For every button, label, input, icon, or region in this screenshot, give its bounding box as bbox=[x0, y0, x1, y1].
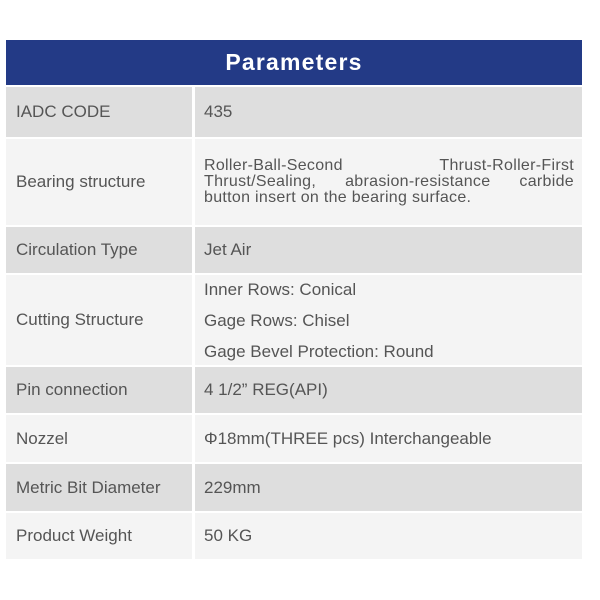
row-label: Nozzel bbox=[6, 415, 195, 462]
table-row-bearing-structure bbox=[6, 139, 582, 227]
row-value bbox=[195, 139, 582, 225]
table-row-circulation-type bbox=[6, 227, 582, 275]
cutting-structure-line: Inner Rows: Conical bbox=[204, 279, 357, 299]
table-row-nozzel bbox=[6, 415, 582, 464]
parameters-table bbox=[6, 40, 582, 559]
table-row-iadc-code bbox=[6, 87, 582, 139]
table-title: Parameters bbox=[6, 40, 582, 85]
cutting-structure-line: Gage Bevel Protection: Round bbox=[204, 341, 434, 361]
row-value: Jet Air bbox=[195, 227, 582, 273]
row-value: 50 KG bbox=[195, 513, 582, 559]
table-row-cutting-structure bbox=[6, 275, 582, 367]
row-value: 435 bbox=[195, 87, 582, 137]
table-row-metric-bit-diameter bbox=[6, 464, 582, 513]
row-label: Pin connection bbox=[6, 367, 195, 413]
row-label: IADC CODE bbox=[6, 87, 195, 137]
cutting-structure-line: Gage Rows: Chisel bbox=[204, 310, 350, 330]
row-label: Product Weight bbox=[6, 513, 195, 559]
row-value: 4 1/2” REG(API) bbox=[195, 367, 582, 413]
row-value bbox=[195, 275, 582, 365]
row-label: Metric Bit Diameter bbox=[6, 464, 195, 511]
row-label: Cutting Structure bbox=[6, 275, 195, 365]
row-label: Bearing structure bbox=[6, 139, 195, 225]
bearing-structure-text: Roller-Ball-Second Thrust-Roller-First Thrust/Sealing, abrasion-resistance carbide button insert on the bearing surface. bbox=[204, 157, 574, 206]
table-row-product-weight bbox=[6, 513, 582, 559]
table-row-pin-connection bbox=[6, 367, 582, 415]
row-value: Φ18mm(THREE pcs) Interchangeable bbox=[195, 415, 582, 462]
row-value: 229mm bbox=[195, 464, 582, 511]
row-label: Circulation Type bbox=[6, 227, 195, 273]
